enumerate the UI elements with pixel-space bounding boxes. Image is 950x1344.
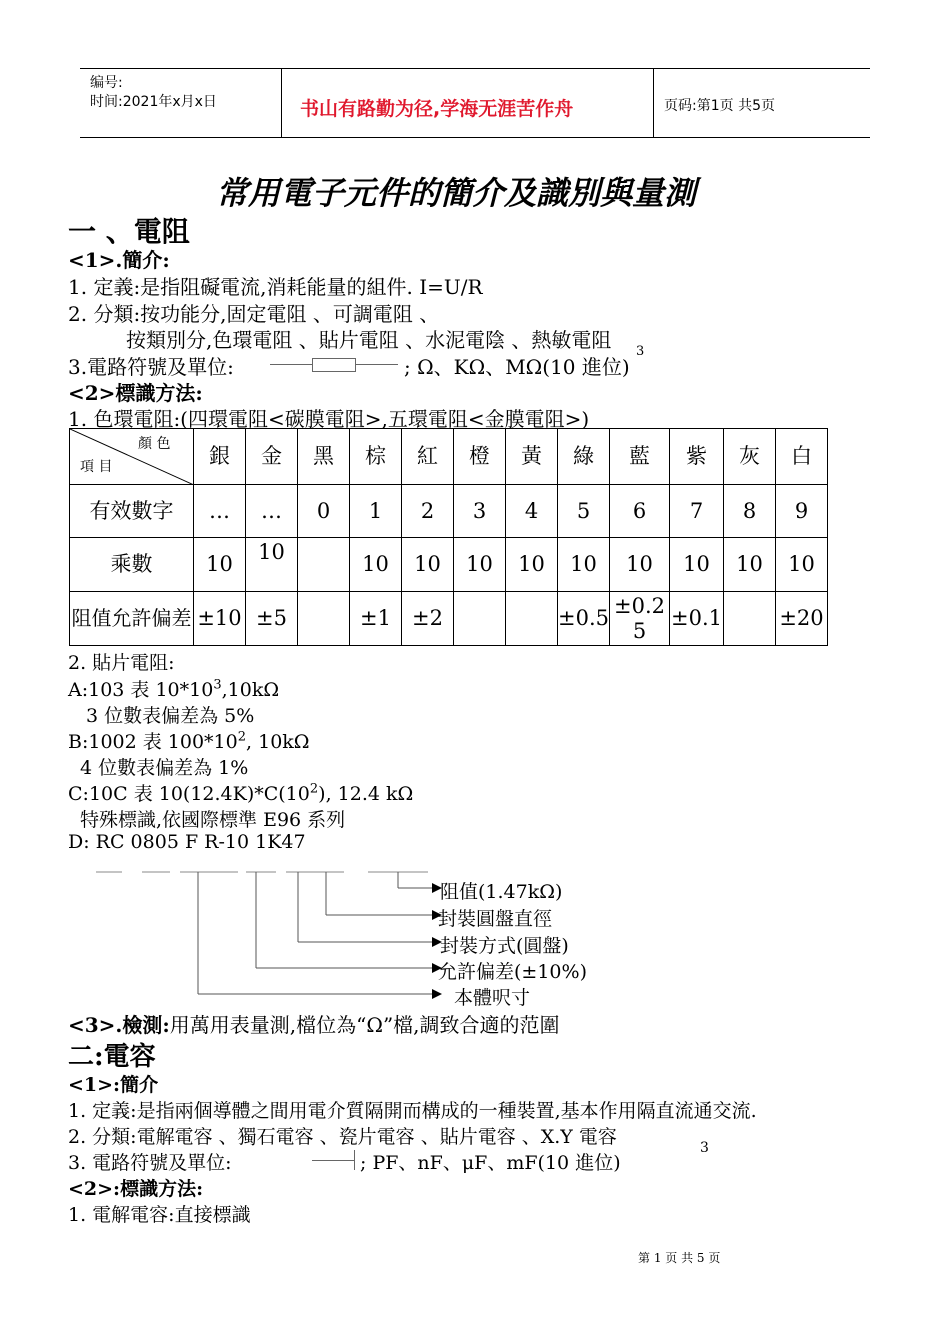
- table-cell: [298, 592, 350, 646]
- color-ring-line: 1. 色環電阻:(四環電阻<碳膜電阻>,五環電阻<金膜電阻>): [68, 407, 590, 431]
- diagram-label: 本體呎寸: [454, 987, 531, 1009]
- header-number: 编号:: [90, 75, 123, 91]
- table-cell: ±0.1: [670, 592, 724, 646]
- color-header: 棕: [350, 429, 402, 485]
- classification-line: 2. 分類:按功能分,固定電阻 、可調電阻 、: [68, 302, 440, 326]
- classification-line-2: 按類別分,色環電阻 、貼片電阻 、水泥電陰 、熱敏電阻: [126, 328, 612, 352]
- section-heading-resistor: 一 、電阻: [68, 215, 190, 248]
- table-cell: …: [194, 485, 246, 538]
- table-cell: 10: [724, 538, 776, 592]
- table-cell: [506, 592, 558, 646]
- table-cell: 10: [350, 538, 402, 592]
- table-cell: 3: [454, 485, 506, 538]
- smd-line-a2: 3 位數表偏差為 5%: [86, 705, 255, 727]
- capacitor-definition: 1. 定義:是指兩個導體之間用電介質隔開而構成的一種裝置,基本作用隔直流通交流.: [68, 1100, 757, 1122]
- table-cell: 6: [610, 485, 670, 538]
- table-cell: 8: [724, 485, 776, 538]
- smd-line-c: C:10C 表 $10(12.4K)*C(10^2)$, 12.4 kΩ: [68, 781, 414, 805]
- color-header: 銀: [194, 429, 246, 485]
- intro-heading-2: <1>:簡介: [68, 1074, 159, 1096]
- table-corner-cell: [70, 429, 194, 485]
- marking-heading: <2>標識方法:: [68, 381, 203, 405]
- table-row: [70, 485, 828, 538]
- smd-line-c2: 特殊標識,依國際標準 E96 系列: [80, 809, 346, 831]
- color-header: 灰: [724, 429, 776, 485]
- page-title: 常用電子元件的簡介及識別與量測: [216, 174, 697, 212]
- row-label: 有效數字: [70, 485, 194, 538]
- table-cell: 10: [454, 538, 506, 592]
- part-number-diagram: [90, 866, 450, 1006]
- table-cell: 2: [402, 485, 454, 538]
- marking-heading-2: <2>:標識方法:: [68, 1178, 204, 1200]
- table-cell: 0: [298, 485, 350, 538]
- table-cell: 10: [610, 538, 670, 592]
- table-cell: 4: [506, 485, 558, 538]
- color-header: 藍: [610, 429, 670, 485]
- table-cell: 10: [670, 538, 724, 592]
- table-row: [70, 538, 828, 592]
- page-footer: 第 1 页 共 5 页: [638, 1251, 721, 1265]
- diagram-label: 封裝圓盤直徑: [438, 908, 553, 930]
- color-header: 黃: [506, 429, 558, 485]
- electrolytic-line: 1. 電解電容:直接標識: [68, 1204, 251, 1226]
- capacitor-units: ; PF、nF、μF、mF(10 進位): [360, 1152, 621, 1174]
- symbol-label: 3.電路符號及單位:: [68, 355, 234, 379]
- table-cell: ±1: [350, 592, 402, 646]
- smd-line-b: B:1002 表 $100*10^2$, 10kΩ: [68, 729, 310, 753]
- capacitor-symbol-label: 3. 電路符號及單位:: [68, 1152, 232, 1174]
- smd-line-b2: 4 位數表偏差為 1%: [80, 757, 249, 779]
- superscript: 3: [700, 1140, 709, 1156]
- section-heading-capacitor: 二:電容: [68, 1042, 156, 1072]
- header-page: 页码:第1页 共5页: [664, 98, 775, 114]
- capacitor-classification: 2. 分類:電解電容 、獨石電容 、瓷片電容 、貼片電容 、X.Y 電容: [68, 1126, 617, 1148]
- table-cell: [724, 592, 776, 646]
- header-divider: [281, 69, 282, 137]
- test-line: <3>.檢測:用萬用表量測,檔位為“Ω”檔,調致合適的范圍: [68, 1013, 560, 1037]
- table-cell: ±20: [776, 592, 828, 646]
- resistor-units: ; Ω、KΩ、MΩ(10 進位): [404, 355, 630, 379]
- row-label: 阻值允許偏差: [70, 592, 194, 646]
- smd-line-a: A:103 表 $10*10^3,10k\Omega$: [68, 677, 280, 701]
- table-cell: [454, 592, 506, 646]
- table-cell: 5: [558, 485, 610, 538]
- table-cell: ±0.25: [610, 592, 670, 646]
- definition-line: 1. 定義:是指阻礙電流,消耗能量的組件. I=U/R: [68, 275, 483, 299]
- color-header: 金: [246, 429, 298, 485]
- corner-label-color: 顏 色: [138, 436, 171, 452]
- diagram-label: 封裝方式(圓盤): [440, 935, 569, 957]
- table-cell: 9: [776, 485, 828, 538]
- color-header: 紅: [402, 429, 454, 485]
- diagram-label: 允許偏差(±10%): [438, 961, 587, 983]
- table-cell: 10: [402, 538, 454, 592]
- color-header: 黑: [298, 429, 350, 485]
- table-cell: ±2: [402, 592, 454, 646]
- table-cell: 10: [506, 538, 558, 592]
- header-time: 时间:2021年x月x日: [90, 94, 217, 110]
- table-cell: 10: [558, 538, 610, 592]
- superscript: 3: [636, 344, 645, 359]
- table-cell: [298, 538, 350, 592]
- smd-line-d: D: RC 0805 F R-10 1K47: [68, 831, 306, 853]
- table-cell: 10: [194, 538, 246, 592]
- row-label: 乘數: [70, 538, 194, 592]
- header-motto: 书山有路勤为径,学海无涯苦作舟: [300, 98, 574, 120]
- page-header: [80, 68, 870, 138]
- table-cell: 10: [246, 538, 298, 592]
- table-cell: 10: [776, 538, 828, 592]
- table-cell: ±0.5: [558, 592, 610, 646]
- table-cell: ±10: [194, 592, 246, 646]
- color-header: 白: [776, 429, 828, 485]
- table-cell: 7: [670, 485, 724, 538]
- table-cell: …: [246, 485, 298, 538]
- smd-heading: 2. 貼片電阻:: [68, 652, 175, 674]
- color-header: 橙: [454, 429, 506, 485]
- intro-heading: <1>.簡介:: [68, 248, 170, 272]
- table-row: [70, 592, 828, 646]
- color-header: 紫: [670, 429, 724, 485]
- color-code-table: [69, 428, 828, 646]
- table-cell: ±5: [246, 592, 298, 646]
- color-header: 綠: [558, 429, 610, 485]
- header-divider: [653, 69, 654, 137]
- corner-label-item: 項 目: [80, 459, 113, 475]
- diagram-label: 阻值(1.47kΩ): [440, 881, 563, 903]
- table-cell: 1: [350, 485, 402, 538]
